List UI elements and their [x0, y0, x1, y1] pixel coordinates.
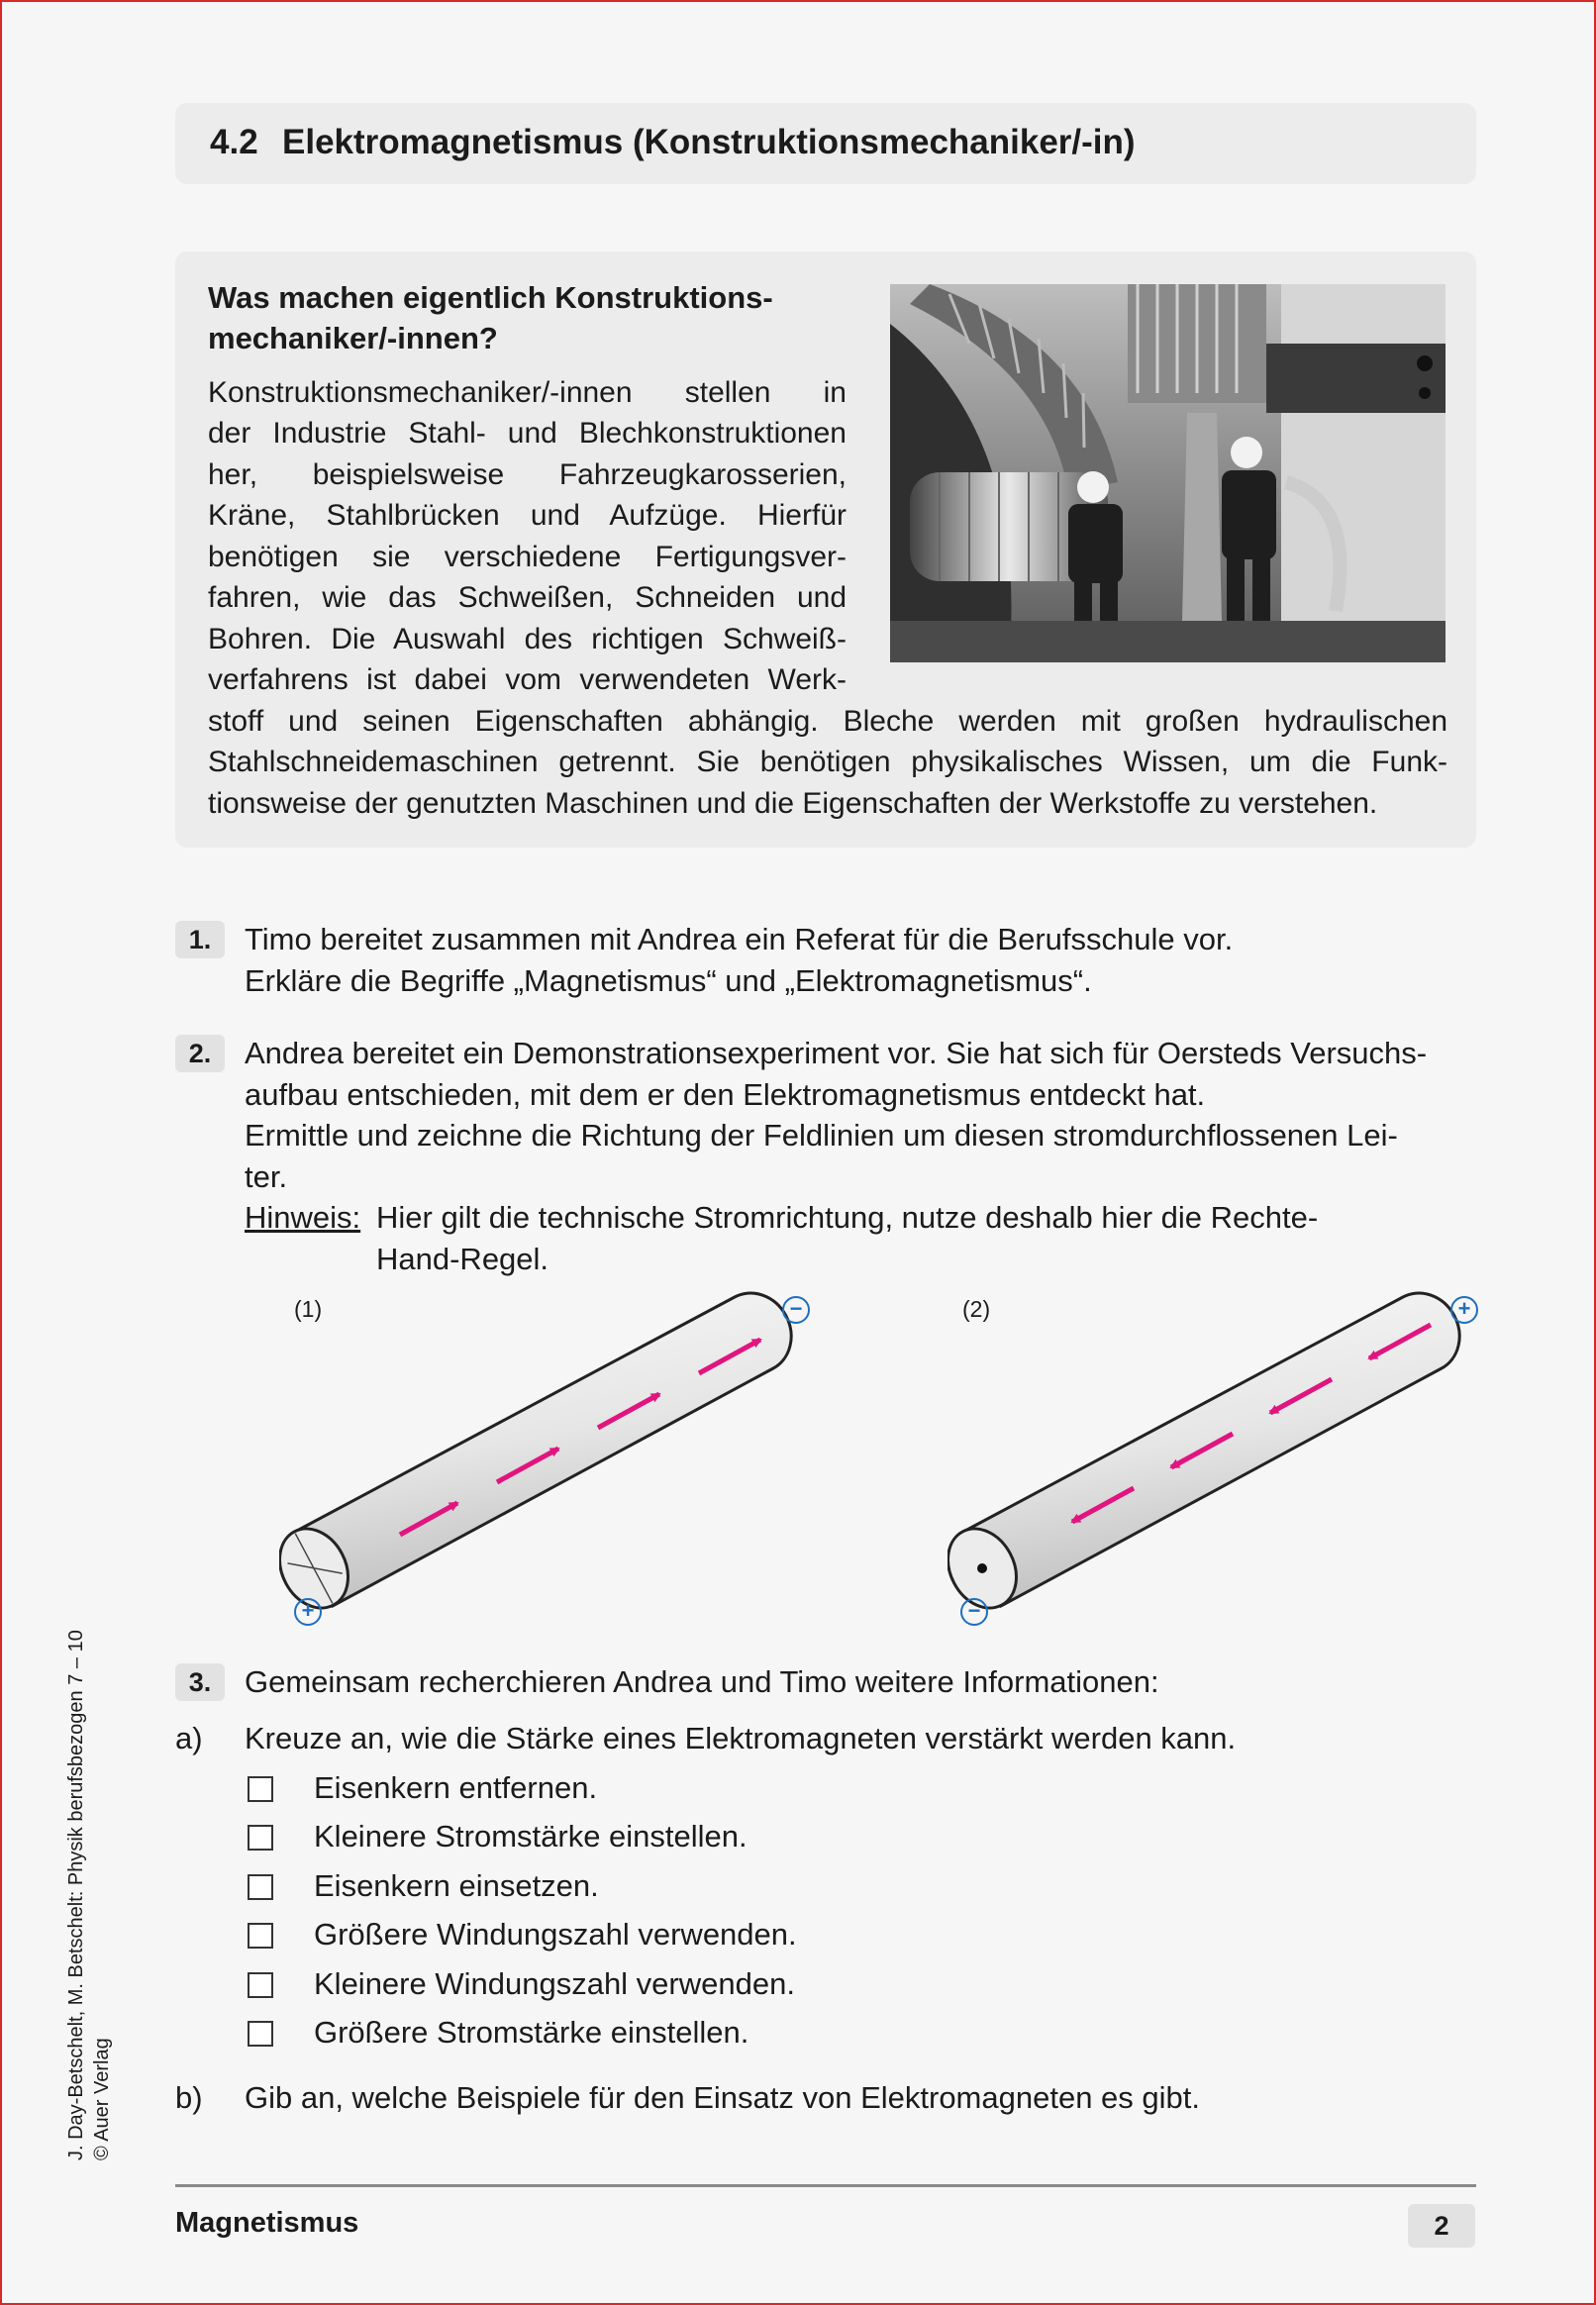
option-checkbox[interactable]: [248, 1972, 273, 1998]
option-label: Eisenkern einsetzen.: [314, 1868, 599, 1903]
task-number: 1.: [175, 921, 225, 958]
task-text: Andrea bereitet ein Demonstrationsexperiment vor. Sie hat sich für Oersteds Versuchs-: [245, 1036, 1428, 1070]
info-text-line: tionsweise der genutzten Maschinen und die Eigenschaften der Werkstoffe zu verstehen.: [208, 787, 1378, 820]
page-number: 2: [1408, 2204, 1475, 2248]
footer-divider: [175, 2184, 1476, 2187]
task-number: 3.: [175, 1663, 225, 1701]
figure-label: (1): [294, 1296, 323, 1322]
hint-text: Hier gilt die technische Stromrichtung, nutze deshalb hier die Rechte-: [376, 1200, 1319, 1235]
figure-label: (2): [962, 1296, 991, 1322]
info-text-line: Bohren. Die Auswahl des richtigen Schweiß-: [208, 623, 847, 655]
minus-pole-icon: −: [960, 1598, 988, 1626]
task-number: 2.: [175, 1035, 225, 1072]
plus-pole-icon: +: [294, 1598, 322, 1626]
option-label: Kleinere Stromstärke einstellen.: [314, 1819, 748, 1854]
option-checkbox[interactable]: [248, 1923, 273, 1949]
copyright-note: [63, 1630, 115, 2160]
task-text: ter.: [245, 1159, 288, 1194]
info-text-line: Stahlschneidemaschinen getrennt. Sie benötigen physikalisches Wissen, um die Funk-: [208, 746, 1447, 778]
subtask-text: Kreuze an, wie die Stärke eines Elektromagneten verstärkt werden kann.: [245, 1721, 1237, 1755]
info-text-line: stoff und seinen Eigenschaften abhängig. Bleche werden mit großen hydraulischen: [208, 705, 1447, 738]
task-text: Ermittle und zeichne die Richtung der Feldlinien um diesen stromdurchflossenen Lei-: [245, 1118, 1398, 1152]
task-text: Gemeinsam recherchieren Andrea und Timo weitere Informationen:: [245, 1664, 1159, 1699]
hint-text: Hand-Regel.: [376, 1242, 549, 1276]
info-heading-line: Was machen eigentlich Konstruktions-: [208, 280, 773, 315]
info-text-line: verfahrens ist dabei vom verwendeten Werk-: [208, 663, 847, 696]
option-checkbox[interactable]: [248, 1776, 273, 1802]
info-heading-line: mechaniker/-innen?: [208, 321, 498, 355]
task-text: aufbau entschieden, mit dem er den Elektromagnetismus entdeckt hat.: [245, 1077, 1206, 1112]
credit-line: J. Day-Betschelt, M. Betschelt: Physik berufsbezogen 7 – 10: [65, 1630, 87, 2160]
section-title-bar: [175, 103, 1476, 184]
option-label: Größere Windungszahl verwenden.: [314, 1917, 797, 1952]
option-label: Kleinere Windungszahl verwenden.: [314, 1966, 795, 2001]
task-text: Timo bereitet zusammen mit Andrea ein Referat für die Berufsschule vor.: [245, 922, 1234, 956]
minus-pole-icon: −: [782, 1296, 810, 1324]
page-title: Elektromagnetismus (Konstruktionsmechaniker/-in): [282, 123, 1136, 161]
subtask-text: Gib an, welche Beispiele für den Einsatz von Elektromagneten es gibt.: [245, 2080, 1200, 2115]
info-text-line: Kräne, Stahlbrücken und Aufzüge. Hierfür: [208, 499, 847, 532]
info-text-line: benötigen sie verschiedene Fertigungsver-: [208, 541, 847, 573]
option-checkbox[interactable]: [248, 2021, 273, 2047]
info-heading: [208, 277, 822, 358]
credit-line: © Auer Verlag: [91, 2038, 113, 2160]
option-checkbox[interactable]: [248, 1825, 273, 1851]
info-text-line: her, beispielsweise Fahrzeugkarosserien,: [208, 458, 847, 491]
info-text-line: der Industrie Stahl- und Blechkonstruktionen: [208, 417, 847, 450]
option-checkbox[interactable]: [248, 1874, 273, 1900]
option-label: Größere Stromstärke einstellen.: [314, 2015, 749, 2050]
info-text-line: Konstruktionsmechaniker/-innen stellen in: [208, 376, 847, 409]
info-text-line: fahren, wie das Schweißen, Schneiden und: [208, 581, 847, 614]
section-number: 4.2: [210, 123, 258, 161]
workers-turbine-photo: [890, 284, 1446, 662]
conductor-figure-1: [279, 1279, 834, 1641]
info-box: [175, 251, 1476, 848]
subtask-label: b): [175, 2080, 203, 2115]
option-label: Eisenkern entfernen.: [314, 1770, 598, 1805]
chapter-name: Magnetismus: [175, 2207, 359, 2239]
task-text: Erkläre die Begriffe „Magnetismus“ und „Elektromagnetismus“.: [245, 963, 1092, 998]
subtask-label: a): [175, 1721, 203, 1755]
hint-label: Hinweis:: [245, 1200, 361, 1235]
plus-pole-icon: +: [1450, 1296, 1478, 1324]
conductor-figure-2: [948, 1279, 1502, 1641]
